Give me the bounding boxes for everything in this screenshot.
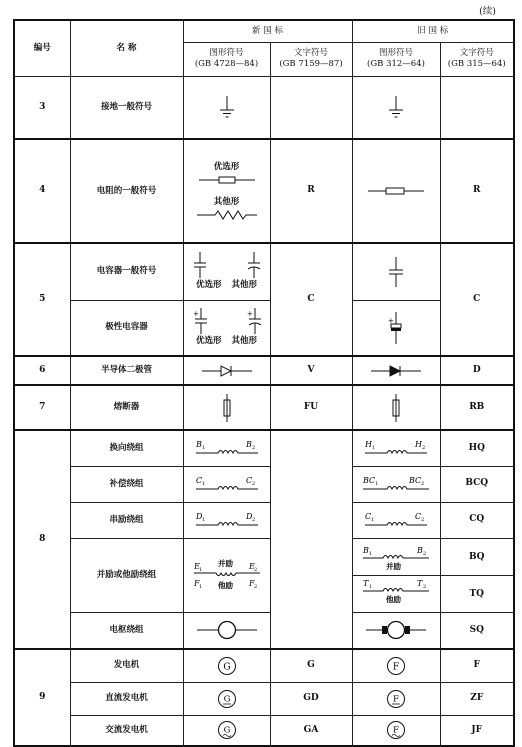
row-8-armature-old-text: SQ: [440, 612, 514, 649]
svg-text:+: +: [192, 310, 199, 319]
svg-text:B: B: [363, 545, 369, 555]
row-9-dc-generator-new-graphic: [183, 682, 270, 715]
svg-text:1: 1: [201, 481, 205, 487]
svg-text:1: 1: [371, 517, 375, 523]
row-8-shunt-old-graphic: [352, 538, 440, 612]
resistor-icon: [368, 186, 424, 196]
row-8-commutating-new-graphic: [183, 430, 270, 466]
row-9-ac-generator-new-graphic: [183, 715, 270, 746]
separate-label: 他励: [217, 581, 233, 590]
row-5-polar-old-graphic: [352, 300, 440, 356]
row-3-new-graphic: [183, 76, 270, 139]
diode-icon: [371, 365, 421, 377]
armature-icon: [366, 621, 426, 639]
fuse-icon: [222, 394, 232, 422]
winding-icon: [365, 512, 427, 528]
header-new-standard: 新 国 标: [183, 20, 352, 42]
row-5-num: 5: [14, 243, 70, 356]
winding-icon: [365, 440, 427, 456]
shunt-winding-icon: [194, 558, 260, 592]
row-5-capacitor-name: 电容器一般符号: [70, 243, 183, 300]
svg-text:2: 2: [423, 550, 427, 557]
row-8-separate-old-code: TQ: [469, 588, 485, 599]
polar-preferred-label: 优选形: [195, 336, 222, 347]
row-8-commutating-old-graphic: [352, 430, 440, 466]
row-8-new-text: [270, 430, 352, 649]
row-9-ac-generator-old-text: JF: [440, 715, 514, 746]
polar-capacitor-icon: [247, 308, 261, 334]
svg-text:1: 1: [201, 445, 205, 452]
row-5-new-text: C: [270, 243, 352, 356]
row-8-compensating-old-text: BCQ: [440, 466, 514, 502]
row-8-armature-old-graphic: [352, 612, 440, 649]
row-5-polar-name: 极性电容器: [70, 300, 183, 356]
header-new-text: 文字符号 (GB 7159—87): [270, 42, 352, 76]
svg-text:C: C: [195, 476, 202, 485]
armature-icon: [197, 621, 257, 639]
row-8-armature-name: 电枢绕组: [70, 612, 183, 649]
row-8-num: 8: [14, 430, 70, 649]
row-9-ac-generator-name: 交流发电机: [70, 715, 183, 746]
row-6-name: 半导体二极管: [70, 356, 183, 385]
header-new-graphic: 图形符号 (GB 4728—84): [183, 42, 270, 76]
dc-generator-icon: [386, 689, 406, 709]
row-8-series-old-text: CQ: [440, 502, 514, 538]
generator-letter: G: [222, 662, 231, 673]
row-9-ac-generator-old-graphic: [352, 715, 440, 746]
row-5-polar-new-graphic: [183, 300, 270, 356]
resistor-other-label: 其他形: [213, 197, 240, 207]
svg-text:B: B: [417, 545, 423, 555]
row-8-armature-new-graphic: [183, 612, 270, 649]
polar-other-label: 其他形: [231, 336, 258, 347]
header-old-text: 文字符号 (GB 315—64): [440, 42, 514, 76]
svg-text:D: D: [245, 512, 252, 521]
svg-text:2: 2: [253, 584, 257, 590]
svg-text:T: T: [363, 578, 369, 588]
svg-text:C: C: [415, 512, 422, 521]
ac-generator-icon: [386, 720, 406, 740]
svg-text:F: F: [193, 579, 200, 588]
row-8-series-old-graphic: [352, 502, 440, 538]
row-8-commutating-name: 换向绕组: [70, 430, 183, 466]
row-9-generator-name: 发电机: [70, 649, 183, 682]
svg-text:C: C: [365, 512, 372, 521]
shunt-label: 并励: [217, 559, 233, 568]
row-8-shunt-old-text: [440, 538, 514, 612]
polar-capacitor-icon: [193, 308, 207, 334]
row-8-series-name: 串励绕组: [70, 502, 183, 538]
row-3-name: 接地一般符号: [70, 76, 183, 139]
separate-winding-icon: [363, 579, 429, 605]
row-7-new-graphic: [183, 385, 270, 430]
winding-icon: [363, 476, 429, 492]
row-4-num: 4: [14, 139, 70, 243]
header-num: 编号: [14, 20, 70, 76]
row-4-name: 电阻的一般符号: [70, 139, 183, 243]
svg-text:E: E: [248, 562, 255, 571]
row-5-old-text: C: [440, 243, 514, 356]
row-9-generator-old-text: F: [440, 649, 514, 682]
row-9-ac-generator-new-text: GA: [270, 715, 352, 746]
svg-text:1: 1: [198, 584, 202, 590]
svg-text:F: F: [248, 579, 255, 588]
row-5-capacitor-new-graphic: [183, 243, 270, 300]
svg-text:B: B: [245, 440, 252, 450]
row-8-shunt-new-graphic: [183, 538, 270, 612]
svg-text:+: +: [388, 316, 394, 325]
svg-text:+: +: [246, 310, 253, 319]
resistor-icon: [199, 175, 255, 185]
row-9-dc-generator-old-text: ZF: [440, 682, 514, 715]
generator-letter: F: [393, 694, 399, 704]
row-6-new-graphic: [183, 356, 270, 385]
row-5-capacitor-old-graphic: [352, 243, 440, 300]
svg-text:H: H: [365, 440, 372, 450]
svg-text:2: 2: [251, 445, 255, 452]
row-9-dc-generator-old-graphic: [352, 682, 440, 715]
row-3-new-text: [270, 76, 352, 139]
svg-text:2: 2: [421, 517, 425, 523]
row-8-shunt-old-code: BQ: [441, 539, 514, 576]
row-3-old-text: [440, 76, 514, 139]
row-7-new-text: FU: [270, 385, 352, 430]
old-shunt-label: 并励: [386, 561, 401, 571]
header-name: 名 称: [70, 20, 183, 76]
row-6-num: 6: [14, 356, 70, 385]
svg-text:C: C: [245, 476, 252, 485]
symbol-table: [13, 19, 515, 747]
svg-text:2: 2: [251, 481, 255, 487]
row-8-series-new-graphic: [183, 502, 270, 538]
row-3-old-graphic: [352, 76, 440, 139]
ground-icon: [217, 94, 237, 120]
svg-text:2: 2: [251, 517, 255, 523]
header-old-graphic: 图形符号 (GB 312—64): [352, 42, 440, 76]
row-9-num: 9: [14, 649, 70, 746]
capacitor-icon: [248, 252, 260, 278]
header-old-standard: 旧 国 标: [352, 20, 514, 42]
shunt-winding-icon: [363, 546, 429, 572]
row-9-generator-old-graphic: [352, 649, 440, 682]
diode-icon: [202, 365, 252, 377]
svg-text:1: 1: [375, 481, 379, 487]
capacitor-icon: [194, 252, 206, 278]
svg-text:2: 2: [423, 583, 427, 590]
row-9-generator-new-text: G: [270, 649, 352, 682]
row-6-new-text: V: [270, 356, 352, 385]
row-9-dc-generator-new-text: GD: [270, 682, 352, 715]
winding-icon: [196, 512, 258, 528]
svg-text:2: 2: [253, 567, 257, 573]
continued-label: (续): [479, 6, 496, 17]
winding-icon: [196, 440, 258, 456]
ac-generator-icon: [217, 720, 237, 740]
row-3-num: 3: [14, 76, 70, 139]
dc-generator-icon: [217, 689, 237, 709]
svg-text:1: 1: [369, 583, 373, 590]
row-9-dc-generator-name: 直流发电机: [70, 682, 183, 715]
generator-letter: G: [223, 694, 230, 704]
polar-capacitor-icon: [388, 312, 404, 344]
svg-text:1: 1: [198, 567, 202, 573]
svg-text:1: 1: [372, 445, 376, 452]
capacitor-preferred-label: 优选形: [195, 280, 222, 291]
row-8-commutating-old-text: HQ: [440, 430, 514, 466]
row-8-shunt-name: 并励或他励绕组: [70, 538, 183, 612]
row-7-num: 7: [14, 385, 70, 430]
generator-icon: [217, 656, 237, 676]
old-separate-label: 他励: [386, 594, 401, 604]
generator-letter: F: [393, 725, 399, 736]
row-4-old-graphic: [352, 139, 440, 243]
resistor-zigzag-icon: [197, 210, 257, 220]
svg-text:H: H: [415, 440, 422, 450]
row-7-name: 熔断器: [70, 385, 183, 430]
winding-icon: [196, 476, 258, 492]
row-6-old-text: D: [440, 356, 514, 385]
svg-text:2: 2: [421, 481, 425, 487]
svg-text:D: D: [195, 512, 202, 521]
resistor-preferred-label: 优选形: [213, 162, 240, 173]
svg-text:2: 2: [422, 445, 426, 452]
fuse-icon: [391, 394, 401, 422]
row-9-generator-new-graphic: [183, 649, 270, 682]
row-4-new-graphic: [183, 139, 270, 243]
generator-icon: [386, 656, 406, 676]
row-4-old-text: R: [440, 139, 514, 243]
svg-text:BC: BC: [409, 476, 422, 485]
row-7-old-graphic: [352, 385, 440, 430]
generator-letter: F: [392, 662, 400, 673]
generator-letter: G: [223, 725, 230, 736]
row-6-old-graphic: [352, 356, 440, 385]
svg-text:1: 1: [369, 550, 373, 557]
ground-icon: [386, 94, 406, 120]
capacitor-other-label: 其他形: [231, 280, 258, 291]
svg-text:E: E: [193, 562, 200, 571]
row-4-new-text: R: [270, 139, 352, 243]
row-8-compensating-new-graphic: [183, 466, 270, 502]
svg-text:1: 1: [201, 517, 205, 523]
row-7-old-text: RB: [440, 385, 514, 430]
svg-text:BC: BC: [363, 476, 376, 485]
svg-text:B: B: [195, 440, 202, 450]
row-8-compensating-old-graphic: [352, 466, 440, 502]
svg-text:T: T: [417, 578, 423, 588]
capacitor-icon: [389, 257, 403, 287]
row-8-compensating-name: 补偿绕组: [70, 466, 183, 502]
